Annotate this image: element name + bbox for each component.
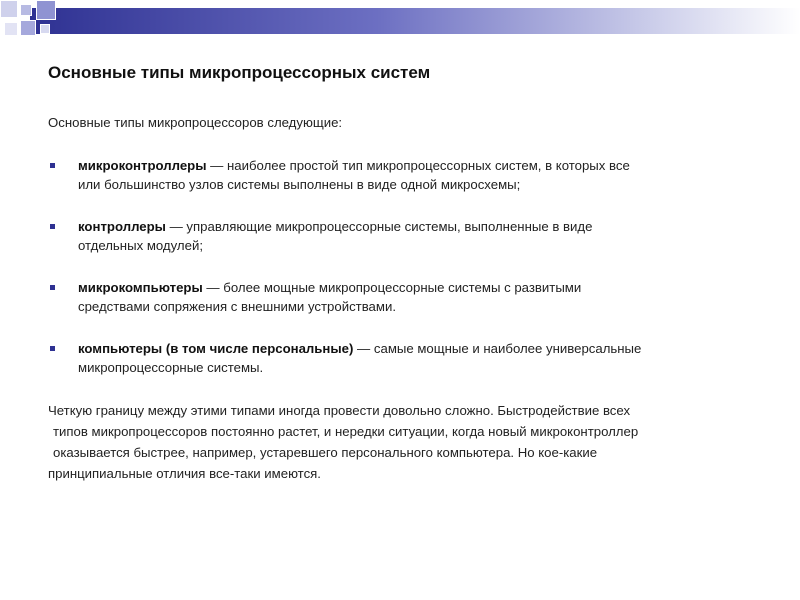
slide-content — [48, 113, 768, 484]
item-term: микроконтроллеры — [78, 157, 207, 173]
decorative-square — [4, 22, 18, 36]
item-line-2: средствами сопряжения с внешними устройствами. — [78, 299, 396, 314]
decorative-square — [0, 0, 18, 18]
item-line-1 — [78, 217, 768, 237]
item-term: микрокомпьютеры — [78, 279, 203, 295]
item-line-1 — [78, 156, 768, 176]
closing-line: принципиальные отличия все-таки имеются. — [48, 465, 321, 481]
intro-text: Основные типы микропроцессоров следующие: — [48, 115, 343, 130]
decorative-square — [20, 20, 36, 36]
decorative-square — [20, 4, 32, 16]
item-line-1 — [78, 339, 768, 359]
item-term: контроллеры — [78, 218, 166, 234]
list-item — [48, 278, 768, 317]
item-line-2: микропроцессорные системы. — [78, 360, 264, 375]
decorative-square — [40, 24, 50, 34]
header-decoration — [0, 0, 800, 42]
item-description: — управляющие микропроцессорные системы, выполненные в виде — [165, 218, 593, 234]
square-bullet-icon — [50, 224, 55, 229]
list-item — [48, 217, 768, 256]
list-item — [48, 156, 768, 195]
header-gradient-band — [30, 8, 800, 34]
item-description: — наиболее простой тип микропроцессорных систем, в которых все — [206, 157, 630, 173]
square-bullet-icon — [50, 285, 55, 290]
item-line-1 — [78, 278, 768, 298]
list-item — [48, 339, 768, 378]
item-description: — самые мощные и наиболее универсальные — [353, 340, 642, 356]
closing-line: типов микропроцессоров постоянно растет, и нередки ситуации, когда новый микроконтроллер — [53, 423, 639, 439]
square-bullet-icon — [50, 346, 55, 351]
types-list — [48, 156, 768, 378]
closing-line: оказывается быстрее, например, устаревшего персонального компьютера. Но кое-какие — [53, 444, 598, 460]
closing-line: Четкую границу между этими типами иногда провести довольно сложно. Быстродействие всех — [48, 402, 631, 418]
item-line-2: отдельных модулей; — [78, 238, 203, 253]
decorative-square — [36, 0, 56, 20]
item-line-2: или большинство узлов системы выполнены в виде одной микросхемы; — [78, 177, 521, 192]
item-description: — более мощные микропроцессорные системы с развитыми — [202, 279, 582, 295]
closing-paragraph — [48, 400, 768, 484]
item-term: компьютеры (в том числе персональные) — [78, 340, 354, 356]
square-bullet-icon — [50, 163, 55, 168]
slide-title: Основные типы микропроцессорных систем — [48, 63, 431, 82]
